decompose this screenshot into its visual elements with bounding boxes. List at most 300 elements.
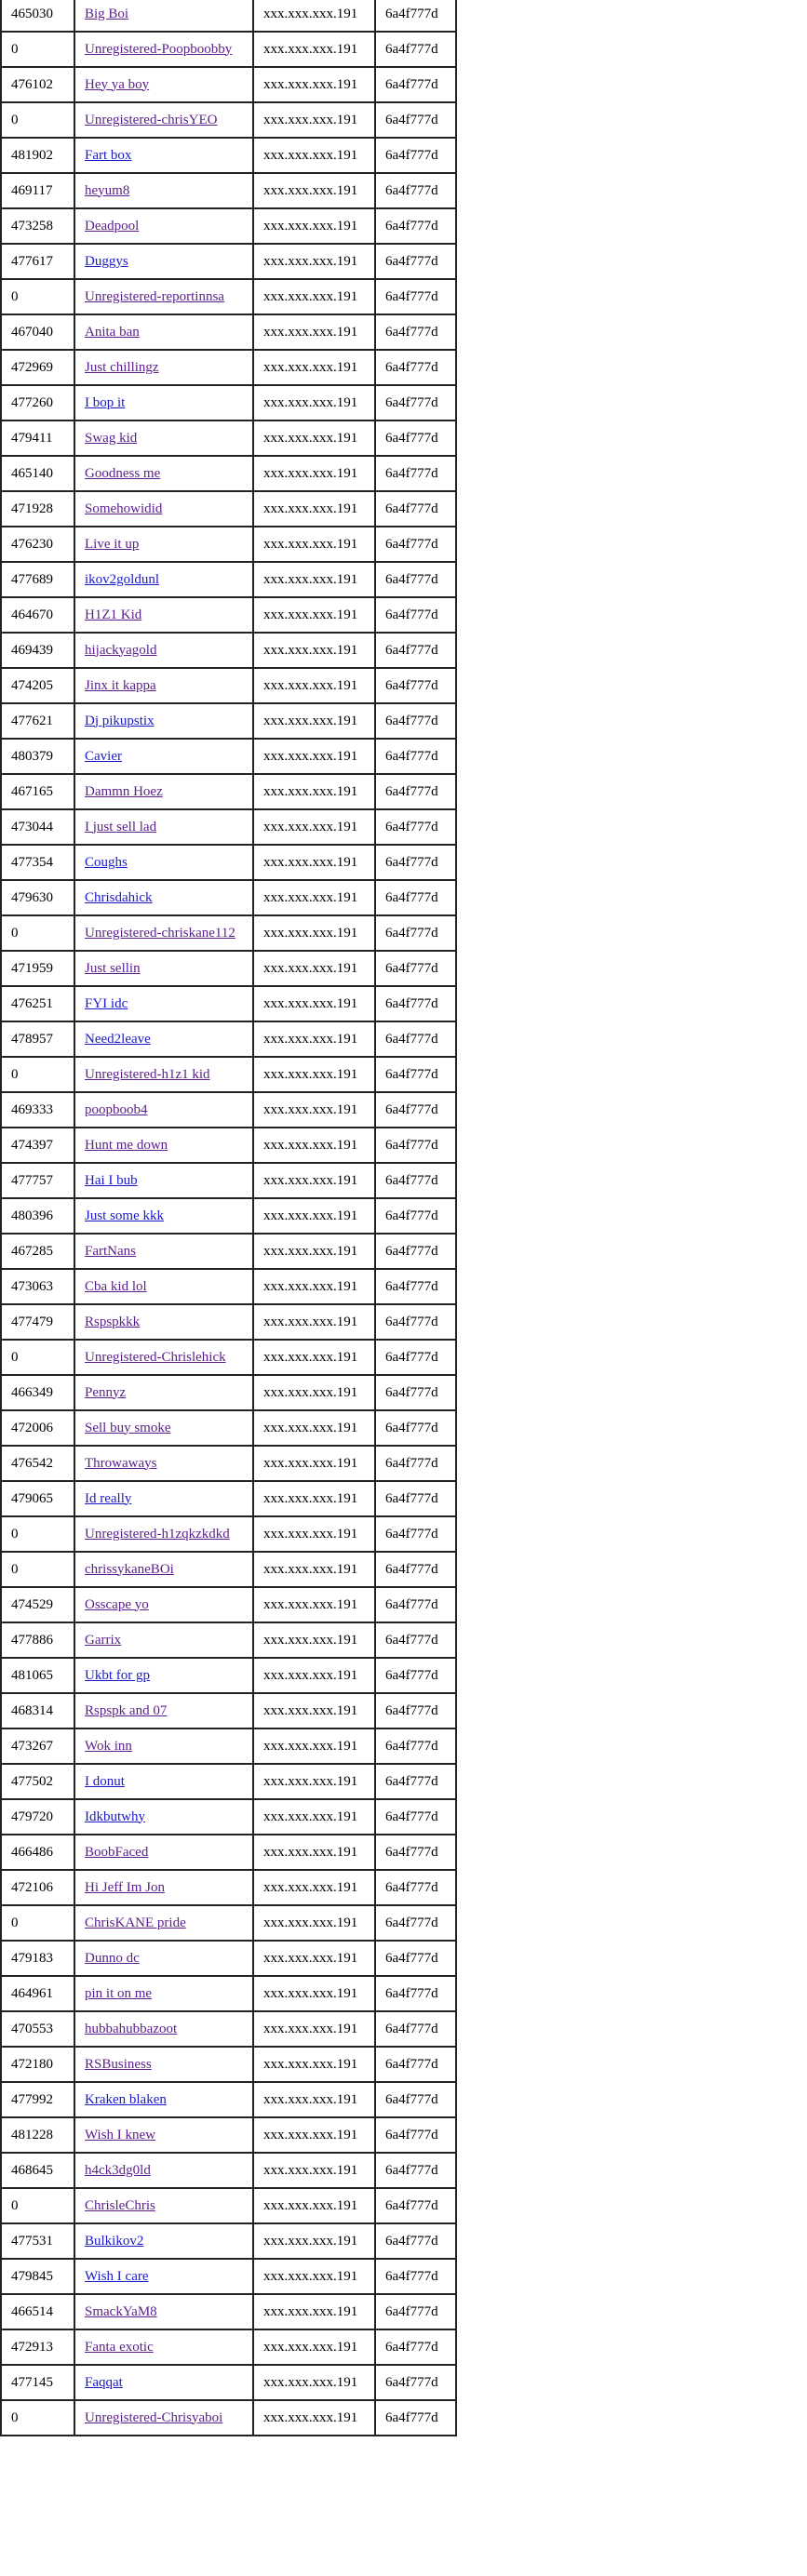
ip-address-cell: xxx.xxx.xxx.191 bbox=[253, 173, 375, 208]
hash-cell: 6a4f777d bbox=[375, 2047, 456, 2082]
ip-address-cell: xxx.xxx.xxx.191 bbox=[253, 597, 375, 633]
hash-cell: 6a4f777d bbox=[375, 1446, 456, 1481]
user-id-cell: 479845 bbox=[1, 2259, 74, 2294]
hash-cell: 6a4f777d bbox=[375, 633, 456, 668]
hash-cell: 6a4f777d bbox=[375, 420, 456, 456]
user-id-cell: 477757 bbox=[1, 1163, 74, 1198]
username-cell bbox=[74, 173, 253, 208]
hash-cell: 6a4f777d bbox=[375, 1410, 456, 1446]
hash-cell: 6a4f777d bbox=[375, 739, 456, 774]
username-cell bbox=[74, 2047, 253, 2082]
ip-address-cell: xxx.xxx.xxx.191 bbox=[253, 1870, 375, 1905]
username-link[interactable]: Somehowidid bbox=[85, 501, 163, 516]
ip-address-cell: xxx.xxx.xxx.191 bbox=[253, 1340, 375, 1375]
ip-address-cell: xxx.xxx.xxx.191 bbox=[253, 2047, 375, 2082]
hash-cell: 6a4f777d bbox=[375, 1976, 456, 2011]
user-id-cell: 466514 bbox=[1, 2294, 74, 2329]
username-cell bbox=[74, 597, 253, 633]
hash-cell: 6a4f777d bbox=[375, 1198, 456, 1234]
ip-address-cell: xxx.xxx.xxx.191 bbox=[253, 0, 375, 32]
hash-cell: 6a4f777d bbox=[375, 32, 456, 67]
username-link[interactable]: Unregistered-chrisYEO bbox=[85, 112, 218, 127]
username-link[interactable]: Unregistered-Chrislehick bbox=[85, 1349, 226, 1365]
hash-cell: 6a4f777d bbox=[375, 173, 456, 208]
username-cell bbox=[74, 2329, 253, 2365]
table-row bbox=[1, 1340, 456, 1375]
hash-cell: 6a4f777d bbox=[375, 1234, 456, 1269]
username-link[interactable]: hijackyagold bbox=[85, 642, 157, 658]
user-id-cell: 481228 bbox=[1, 2117, 74, 2153]
hash-cell: 6a4f777d bbox=[375, 915, 456, 951]
hash-cell: 6a4f777d bbox=[375, 1375, 456, 1410]
username-link[interactable]: Unregistered-Poopboobby bbox=[85, 41, 233, 57]
user-id-cell: 480379 bbox=[1, 739, 74, 774]
username-cell bbox=[74, 1905, 253, 1941]
username-cell bbox=[74, 1163, 253, 1198]
username-cell bbox=[74, 138, 253, 173]
table-row bbox=[1, 1481, 456, 1516]
hash-cell: 6a4f777d bbox=[375, 2011, 456, 2047]
table-row bbox=[1, 491, 456, 527]
hash-cell: 6a4f777d bbox=[375, 703, 456, 739]
table-row bbox=[1, 1375, 456, 1410]
table-row bbox=[1, 597, 456, 633]
hash-cell: 6a4f777d bbox=[375, 208, 456, 244]
hash-cell: 6a4f777d bbox=[375, 1728, 456, 1764]
hash-cell: 6a4f777d bbox=[375, 1658, 456, 1693]
username-cell bbox=[74, 208, 253, 244]
username-link[interactable]: ChrisKANE pride bbox=[85, 1915, 186, 1930]
username-cell bbox=[74, 1304, 253, 1340]
hash-cell: 6a4f777d bbox=[375, 385, 456, 420]
username-link[interactable]: Just some kkk bbox=[85, 1208, 165, 1223]
table-row bbox=[1, 986, 456, 1021]
hash-cell: 6a4f777d bbox=[375, 314, 456, 350]
username-cell bbox=[74, 633, 253, 668]
user-id-cell: 468314 bbox=[1, 1693, 74, 1728]
table-row bbox=[1, 880, 456, 915]
hash-cell: 6a4f777d bbox=[375, 562, 456, 597]
hash-cell: 6a4f777d bbox=[375, 491, 456, 527]
username-link[interactable]: Duggys bbox=[85, 253, 128, 269]
username-cell bbox=[74, 845, 253, 880]
table-row bbox=[1, 1728, 456, 1764]
user-id-cell: 476542 bbox=[1, 1446, 74, 1481]
ip-address-cell: xxx.xxx.xxx.191 bbox=[253, 774, 375, 809]
username-link[interactable]: Just sellin bbox=[85, 960, 141, 976]
hash-cell: 6a4f777d bbox=[375, 1693, 456, 1728]
table-row bbox=[1, 1693, 456, 1728]
user-id-cell: 477689 bbox=[1, 562, 74, 597]
user-id-cell: 471928 bbox=[1, 491, 74, 527]
username-link[interactable]: Anita ban bbox=[85, 324, 140, 340]
hash-cell: 6a4f777d bbox=[375, 527, 456, 562]
hash-cell: 6a4f777d bbox=[375, 1835, 456, 1870]
user-id-cell: 471959 bbox=[1, 951, 74, 986]
username-link[interactable]: Kraken blaken bbox=[85, 2091, 167, 2107]
username-link[interactable]: Ukbt for gp bbox=[85, 1667, 150, 1683]
hash-cell: 6a4f777d bbox=[375, 1905, 456, 1941]
username-cell bbox=[74, 668, 253, 703]
username-link[interactable]: Osscape yo bbox=[85, 1596, 149, 1612]
ip-address-cell: xxx.xxx.xxx.191 bbox=[253, 703, 375, 739]
user-id-cell: 473258 bbox=[1, 208, 74, 244]
username-cell bbox=[74, 1410, 253, 1446]
hash-cell: 6a4f777d bbox=[375, 809, 456, 845]
username-link[interactable]: Wish I knew bbox=[85, 2127, 156, 2142]
username-link[interactable]: Coughs bbox=[85, 854, 128, 870]
username-link[interactable]: Dj pikupstix bbox=[85, 713, 155, 728]
table-row bbox=[1, 1941, 456, 1976]
user-id-cell: 467165 bbox=[1, 774, 74, 809]
user-id-cell: 481902 bbox=[1, 138, 74, 173]
ip-address-cell: xxx.xxx.xxx.191 bbox=[253, 527, 375, 562]
hash-cell: 6a4f777d bbox=[375, 0, 456, 32]
table-row bbox=[1, 1552, 456, 1587]
ip-address-cell: xxx.xxx.xxx.191 bbox=[253, 1728, 375, 1764]
username-link[interactable]: Hai I bub bbox=[85, 1172, 138, 1188]
user-id-cell: 466349 bbox=[1, 1375, 74, 1410]
ip-address-cell: xxx.xxx.xxx.191 bbox=[253, 880, 375, 915]
table-row bbox=[1, 1658, 456, 1693]
ip-address-cell: xxx.xxx.xxx.191 bbox=[253, 1092, 375, 1128]
table-row bbox=[1, 1835, 456, 1870]
username-cell bbox=[74, 1481, 253, 1516]
table-row bbox=[1, 1269, 456, 1304]
username-link[interactable]: RSBusiness bbox=[85, 2056, 152, 2072]
hash-cell: 6a4f777d bbox=[375, 880, 456, 915]
hash-cell: 6a4f777d bbox=[375, 2153, 456, 2188]
ip-address-cell: xxx.xxx.xxx.191 bbox=[253, 1622, 375, 1658]
username-cell bbox=[74, 1764, 253, 1799]
ip-address-cell: xxx.xxx.xxx.191 bbox=[253, 2082, 375, 2117]
ip-address-cell: xxx.xxx.xxx.191 bbox=[253, 2259, 375, 2294]
username-link[interactable]: Wok inn bbox=[85, 1738, 132, 1754]
username-cell bbox=[74, 1340, 253, 1375]
username-cell bbox=[74, 986, 253, 1021]
username-link[interactable]: BoobFaced bbox=[85, 1844, 149, 1860]
user-id-cell: 0 bbox=[1, 1552, 74, 1587]
username-cell bbox=[74, 244, 253, 279]
username-cell bbox=[74, 774, 253, 809]
user-id-cell: 469439 bbox=[1, 633, 74, 668]
table-row bbox=[1, 1870, 456, 1905]
username-cell bbox=[74, 951, 253, 986]
user-id-cell: 0 bbox=[1, 1057, 74, 1092]
username-cell bbox=[74, 67, 253, 102]
hash-cell: 6a4f777d bbox=[375, 2117, 456, 2153]
table-row bbox=[1, 1198, 456, 1234]
user-id-cell: 0 bbox=[1, 1905, 74, 1941]
user-id-cell: 472180 bbox=[1, 2047, 74, 2082]
user-id-cell: 480396 bbox=[1, 1198, 74, 1234]
hash-cell: 6a4f777d bbox=[375, 1269, 456, 1304]
username-cell bbox=[74, 1021, 253, 1057]
ip-address-cell: xxx.xxx.xxx.191 bbox=[253, 208, 375, 244]
username-cell bbox=[74, 279, 253, 314]
username-link[interactable]: Id really bbox=[85, 1490, 132, 1506]
username-link[interactable]: Unregistered-h1z1 kid bbox=[85, 1066, 210, 1082]
table-row bbox=[1, 774, 456, 809]
username-link[interactable]: Need2leave bbox=[85, 1031, 151, 1047]
table-row bbox=[1, 2188, 456, 2223]
username-cell bbox=[74, 2117, 253, 2153]
username-cell bbox=[74, 1516, 253, 1552]
username-link[interactable]: Unregistered-Chrisyaboi bbox=[85, 2409, 223, 2425]
hash-cell: 6a4f777d bbox=[375, 138, 456, 173]
username-link[interactable]: H1Z1 Kid bbox=[85, 607, 142, 622]
username-cell bbox=[74, 1622, 253, 1658]
user-id-cell: 476230 bbox=[1, 527, 74, 562]
user-id-cell: 474397 bbox=[1, 1128, 74, 1163]
username-link[interactable]: pin it on me bbox=[85, 1985, 153, 2001]
user-id-cell: 472006 bbox=[1, 1410, 74, 1446]
username-cell bbox=[74, 2011, 253, 2047]
username-cell bbox=[74, 809, 253, 845]
user-id-cell: 470553 bbox=[1, 2011, 74, 2047]
table-row bbox=[1, 2400, 456, 2436]
ip-address-cell: xxx.xxx.xxx.191 bbox=[253, 2011, 375, 2047]
username-link[interactable]: Pennyz bbox=[85, 1384, 127, 1400]
username-link[interactable]: FYI idc bbox=[85, 995, 128, 1011]
table-row bbox=[1, 1410, 456, 1446]
username-link[interactable]: I just sell lad bbox=[85, 819, 157, 834]
user-id-cell: 473044 bbox=[1, 809, 74, 845]
username-link[interactable]: Unregistered-reportinnsa bbox=[85, 288, 224, 304]
user-id-cell: 481065 bbox=[1, 1658, 74, 1693]
table-row bbox=[1, 244, 456, 279]
username-link[interactable]: heyum8 bbox=[85, 182, 130, 198]
user-id-cell: 464670 bbox=[1, 597, 74, 633]
user-id-cell: 466486 bbox=[1, 1835, 74, 1870]
user-id-cell: 472969 bbox=[1, 350, 74, 385]
user-id-cell: 472913 bbox=[1, 2329, 74, 2365]
user-id-cell: 0 bbox=[1, 915, 74, 951]
username-link[interactable]: Idkbutwhy bbox=[85, 1809, 145, 1824]
username-cell bbox=[74, 1658, 253, 1693]
hash-cell: 6a4f777d bbox=[375, 1304, 456, 1340]
table-row bbox=[1, 1163, 456, 1198]
table-row bbox=[1, 739, 456, 774]
username-link[interactable]: I bop it bbox=[85, 394, 126, 410]
table-row bbox=[1, 102, 456, 138]
username-cell bbox=[74, 0, 253, 32]
hash-cell: 6a4f777d bbox=[375, 1622, 456, 1658]
username-cell bbox=[74, 1587, 253, 1622]
ip-address-cell: xxx.xxx.xxx.191 bbox=[253, 1552, 375, 1587]
username-cell bbox=[74, 2365, 253, 2400]
table-row bbox=[1, 420, 456, 456]
table-row bbox=[1, 1905, 456, 1941]
user-id-cell: 473267 bbox=[1, 1728, 74, 1764]
ip-address-cell: xxx.xxx.xxx.191 bbox=[253, 1304, 375, 1340]
user-id-cell: 0 bbox=[1, 32, 74, 67]
user-id-cell: 477502 bbox=[1, 1764, 74, 1799]
username-link[interactable]: FartNans bbox=[85, 1243, 136, 1259]
username-cell bbox=[74, 350, 253, 385]
username-cell bbox=[74, 385, 253, 420]
ip-address-cell: xxx.xxx.xxx.191 bbox=[253, 1269, 375, 1304]
username-link[interactable]: hubbahubbazoot bbox=[85, 2021, 178, 2036]
ip-address-cell: xxx.xxx.xxx.191 bbox=[253, 1587, 375, 1622]
hash-cell: 6a4f777d bbox=[375, 1163, 456, 1198]
ip-address-cell: xxx.xxx.xxx.191 bbox=[253, 1835, 375, 1870]
username-link[interactable]: ikov2goldunl bbox=[85, 571, 160, 587]
username-link[interactable]: Chrisdahick bbox=[85, 889, 153, 905]
user-id-cell: 464961 bbox=[1, 1976, 74, 2011]
ip-address-cell: xxx.xxx.xxx.191 bbox=[253, 1198, 375, 1234]
ip-address-cell: xxx.xxx.xxx.191 bbox=[253, 350, 375, 385]
hash-cell: 6a4f777d bbox=[375, 668, 456, 703]
username-link[interactable]: h4ck3dg0ld bbox=[85, 2162, 151, 2178]
username-link[interactable]: Dammn Hoez bbox=[85, 783, 163, 799]
username-link[interactable]: poopboob4 bbox=[85, 1101, 148, 1117]
hash-cell: 6a4f777d bbox=[375, 1587, 456, 1622]
user-id-cell: 469117 bbox=[1, 173, 74, 208]
user-id-cell: 0 bbox=[1, 1340, 74, 1375]
table-row bbox=[1, 951, 456, 986]
username-link[interactable]: Hunt me down bbox=[85, 1137, 168, 1153]
username-cell bbox=[74, 1799, 253, 1835]
table-row bbox=[1, 2259, 456, 2294]
ip-address-cell: xxx.xxx.xxx.191 bbox=[253, 102, 375, 138]
username-link[interactable]: Throwaways bbox=[85, 1455, 157, 1471]
hash-cell: 6a4f777d bbox=[375, 456, 456, 491]
ip-address-cell: xxx.xxx.xxx.191 bbox=[253, 1658, 375, 1693]
username-cell bbox=[74, 32, 253, 67]
ip-address-cell: xxx.xxx.xxx.191 bbox=[253, 32, 375, 67]
username-link[interactable]: SmackYaM8 bbox=[85, 2303, 157, 2319]
hash-cell: 6a4f777d bbox=[375, 1552, 456, 1587]
user-id-cell: 473063 bbox=[1, 1269, 74, 1304]
username-link[interactable]: Live it up bbox=[85, 536, 140, 552]
hash-cell: 6a4f777d bbox=[375, 1128, 456, 1163]
table-row bbox=[1, 350, 456, 385]
username-link[interactable]: Bulkikov2 bbox=[85, 2233, 144, 2249]
ip-address-cell: xxx.xxx.xxx.191 bbox=[253, 2117, 375, 2153]
username-cell bbox=[74, 491, 253, 527]
table-row bbox=[1, 668, 456, 703]
user-id-cell: 479630 bbox=[1, 880, 74, 915]
table-row bbox=[1, 314, 456, 350]
user-id-cell: 0 bbox=[1, 102, 74, 138]
ip-address-cell: xxx.xxx.xxx.191 bbox=[253, 1941, 375, 1976]
user-id-cell: 476102 bbox=[1, 67, 74, 102]
username-link[interactable]: Sell buy smoke bbox=[85, 1420, 171, 1435]
table-row bbox=[1, 562, 456, 597]
username-cell bbox=[74, 880, 253, 915]
ip-address-cell: xxx.xxx.xxx.191 bbox=[253, 1021, 375, 1057]
ip-address-cell: xxx.xxx.xxx.191 bbox=[253, 1375, 375, 1410]
ip-address-cell: xxx.xxx.xxx.191 bbox=[253, 1234, 375, 1269]
username-cell bbox=[74, 1552, 253, 1587]
table-row bbox=[1, 2011, 456, 2047]
hash-cell: 6a4f777d bbox=[375, 774, 456, 809]
table-row bbox=[1, 2082, 456, 2117]
hash-cell: 6a4f777d bbox=[375, 244, 456, 279]
username-link[interactable]: Just chillingz bbox=[85, 359, 159, 375]
hash-cell: 6a4f777d bbox=[375, 2365, 456, 2400]
table-row bbox=[1, 32, 456, 67]
table-row bbox=[1, 1057, 456, 1092]
username-link[interactable]: Rspspk and 07 bbox=[85, 1702, 168, 1718]
username-link[interactable]: Fart box bbox=[85, 147, 132, 163]
username-link[interactable]: Deadpool bbox=[85, 218, 140, 234]
hash-cell: 6a4f777d bbox=[375, 1516, 456, 1552]
username-link[interactable]: Fanta exotic bbox=[85, 2339, 154, 2355]
table-row bbox=[1, 915, 456, 951]
username-link[interactable]: Swag kid bbox=[85, 430, 138, 446]
table-row bbox=[1, 809, 456, 845]
username-link[interactable]: Unregistered-h1zqkzkdkd bbox=[85, 1526, 230, 1542]
username-link[interactable]: Unregistered-chriskane112 bbox=[85, 925, 235, 941]
user-id-cell: 467040 bbox=[1, 314, 74, 350]
ip-address-cell: xxx.xxx.xxx.191 bbox=[253, 1516, 375, 1552]
table-row bbox=[1, 2153, 456, 2188]
ip-address-cell: xxx.xxx.xxx.191 bbox=[253, 1481, 375, 1516]
ip-address-cell: xxx.xxx.xxx.191 bbox=[253, 67, 375, 102]
table-row bbox=[1, 0, 456, 32]
ip-address-cell: xxx.xxx.xxx.191 bbox=[253, 1410, 375, 1446]
username-cell bbox=[74, 1870, 253, 1905]
hash-cell: 6a4f777d bbox=[375, 597, 456, 633]
username-link[interactable]: I donut bbox=[85, 1773, 125, 1789]
user-id-cell: 469333 bbox=[1, 1092, 74, 1128]
username-cell bbox=[74, 2294, 253, 2329]
ip-address-cell: xxx.xxx.xxx.191 bbox=[253, 986, 375, 1021]
user-id-cell: 0 bbox=[1, 1516, 74, 1552]
username-cell bbox=[74, 1269, 253, 1304]
ip-address-cell: xxx.xxx.xxx.191 bbox=[253, 668, 375, 703]
username-cell bbox=[74, 314, 253, 350]
hash-cell: 6a4f777d bbox=[375, 845, 456, 880]
username-link[interactable]: Hey ya boy bbox=[85, 76, 150, 92]
username-link[interactable]: Jinx it kappa bbox=[85, 677, 156, 693]
username-link[interactable]: Rspspkkk bbox=[85, 1314, 141, 1329]
username-cell bbox=[74, 420, 253, 456]
table-row bbox=[1, 1304, 456, 1340]
username-link[interactable]: ChrisleChris bbox=[85, 2197, 155, 2213]
ip-address-cell: xxx.xxx.xxx.191 bbox=[253, 1446, 375, 1481]
username-link[interactable]: Hi Jeff Im Jon bbox=[85, 1879, 165, 1895]
username-link[interactable]: Wish I care bbox=[85, 2268, 149, 2284]
username-link[interactable]: Garrix bbox=[85, 1632, 122, 1648]
ip-address-cell: xxx.xxx.xxx.191 bbox=[253, 2188, 375, 2223]
username-link[interactable]: Dunno dc bbox=[85, 1950, 140, 1966]
username-cell bbox=[74, 1446, 253, 1481]
table-row bbox=[1, 703, 456, 739]
ip-address-cell: xxx.xxx.xxx.191 bbox=[253, 138, 375, 173]
username-link[interactable]: Cavier bbox=[85, 748, 122, 764]
username-cell bbox=[74, 1976, 253, 2011]
username-link[interactable]: Cba kid lol bbox=[85, 1278, 147, 1294]
username-link[interactable]: Goodness me bbox=[85, 465, 161, 481]
ip-address-cell: xxx.xxx.xxx.191 bbox=[253, 491, 375, 527]
user-id-cell: 474529 bbox=[1, 1587, 74, 1622]
ip-address-cell: xxx.xxx.xxx.191 bbox=[253, 456, 375, 491]
ip-address-cell: xxx.xxx.xxx.191 bbox=[253, 314, 375, 350]
table-row bbox=[1, 279, 456, 314]
ip-address-cell: xxx.xxx.xxx.191 bbox=[253, 279, 375, 314]
table-row bbox=[1, 1234, 456, 1269]
user-id-cell: 477621 bbox=[1, 703, 74, 739]
hash-cell: 6a4f777d bbox=[375, 2294, 456, 2329]
ip-address-cell: xxx.xxx.xxx.191 bbox=[253, 1057, 375, 1092]
hash-cell: 6a4f777d bbox=[375, 2223, 456, 2259]
username-link[interactable]: chrissykaneBOi bbox=[85, 1561, 174, 1577]
username-link[interactable]: Faqqat bbox=[85, 2374, 123, 2390]
username-link[interactable]: Big Boi bbox=[85, 6, 129, 21]
